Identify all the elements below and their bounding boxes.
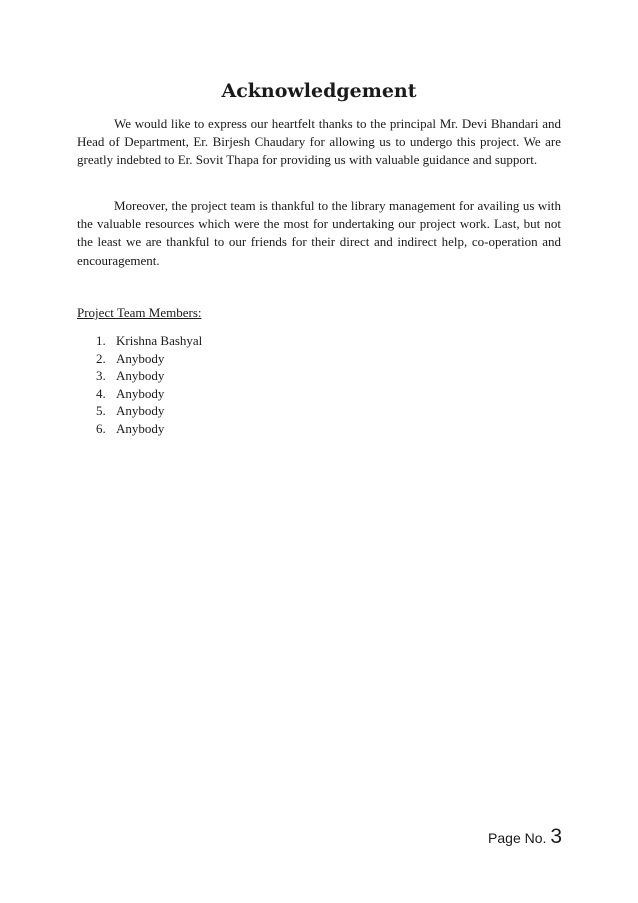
list-item-number: 6. bbox=[96, 420, 106, 436]
list-item-name: Krishna Bashyal bbox=[116, 333, 203, 348]
list-item bbox=[96, 402, 202, 420]
acknowledgement-paragraph-2: Moreover, the project team is thankful to the library management for availing us with the valuable resources which were the most for undertaking our project work. Last, but not the least we are thankful to our friends for their direct and indirect help, co-operation and encouragement. bbox=[77, 198, 561, 268]
list-item bbox=[96, 332, 202, 350]
page-number-label: Page No. bbox=[488, 830, 547, 846]
members-heading: Project Team Members: bbox=[77, 305, 202, 320]
list-item-name: Anybody bbox=[116, 403, 165, 418]
list-item bbox=[96, 350, 202, 368]
list-item-number: 2. bbox=[96, 350, 106, 366]
list-item-name: Anybody bbox=[116, 420, 165, 436]
members-list bbox=[96, 332, 202, 437]
acknowledgement-paragraph-1: We would like to express our heartfelt thanks to the principal Mr. Devi Bhandari and Head of Department, Er. Birjesh Chaudary for allowing us to undergo this project. We are greatly indebted to Er. Sovit Thapa for providing us with valuable guidance and support. bbox=[77, 116, 561, 168]
page-title: Acknowledgement bbox=[221, 80, 417, 102]
list-item bbox=[96, 367, 202, 385]
list-item bbox=[96, 420, 202, 438]
list-item-number: 4. bbox=[96, 385, 106, 401]
page-footer bbox=[488, 823, 562, 852]
list-item-number: 5. bbox=[96, 403, 106, 418]
list-item-name: Anybody bbox=[116, 350, 165, 366]
list-item bbox=[96, 385, 202, 403]
list-item-name: Anybody bbox=[116, 385, 165, 401]
list-item-name: Anybody bbox=[116, 368, 165, 383]
list-item-number: 3. bbox=[96, 368, 106, 383]
page-number: 3 bbox=[550, 825, 562, 848]
list-item-number: 1. bbox=[96, 333, 106, 348]
